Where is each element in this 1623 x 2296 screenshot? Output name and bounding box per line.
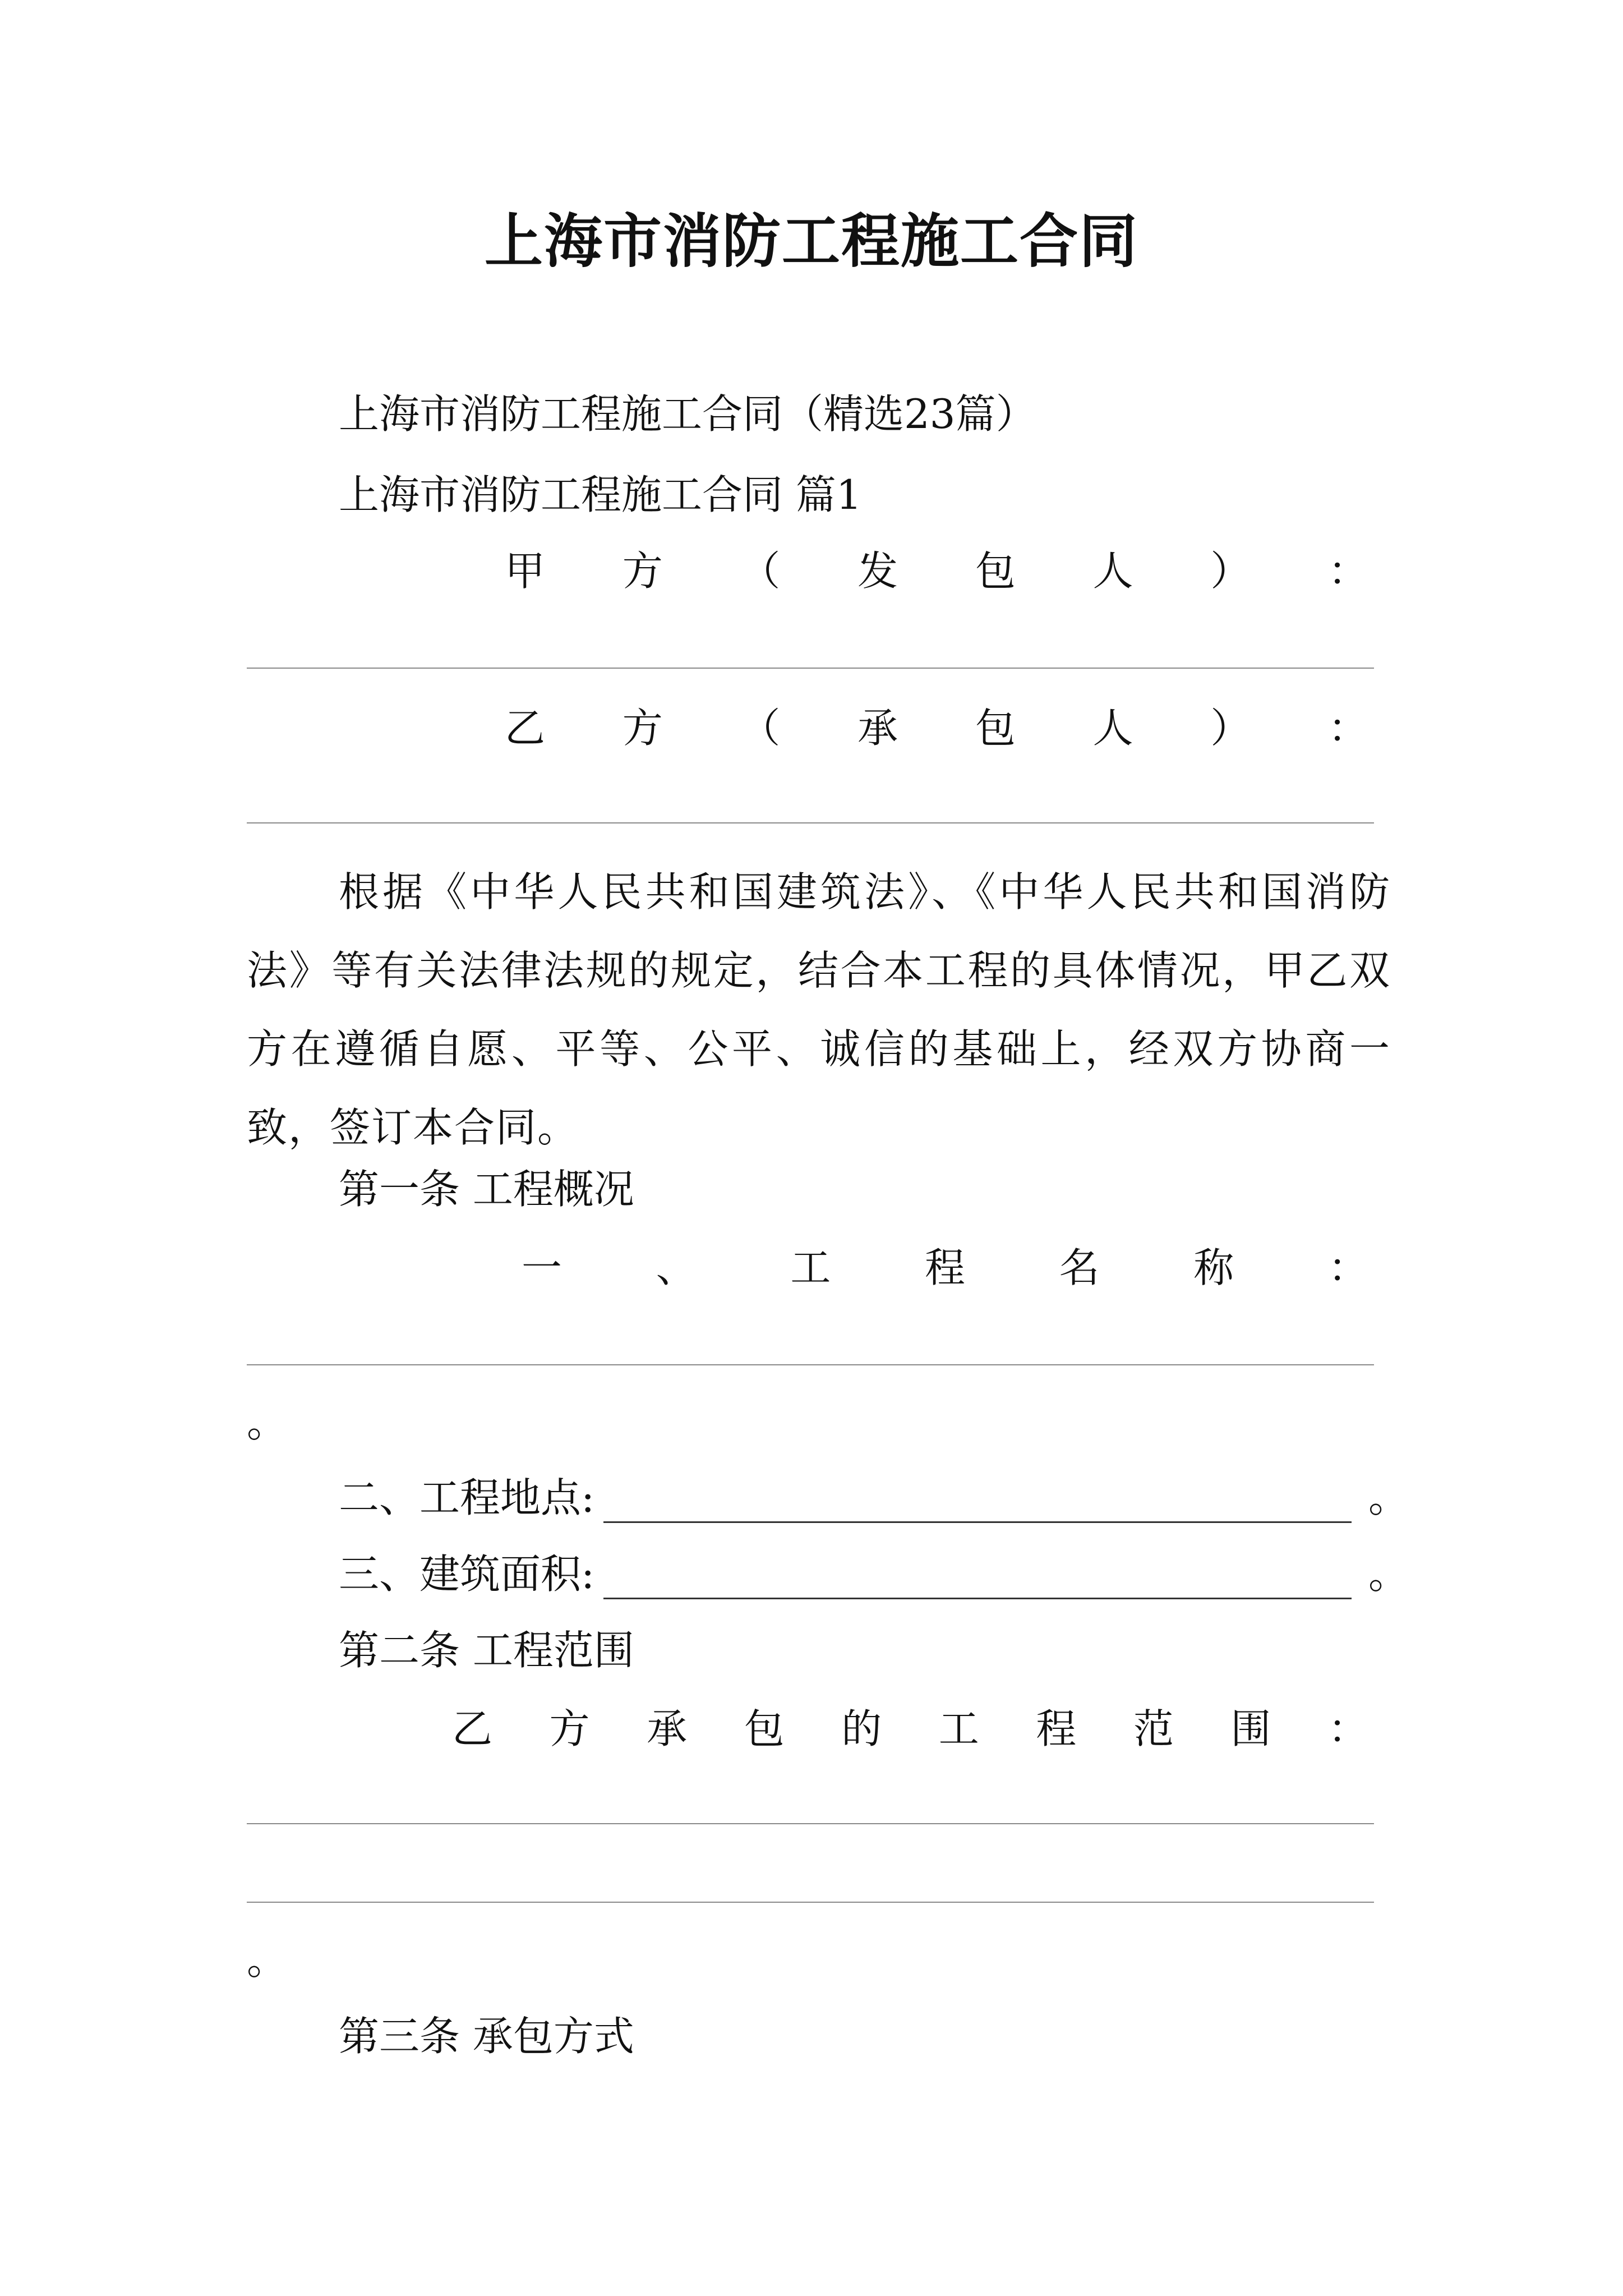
scope-char: 乙 <box>452 1705 493 1752</box>
party-b-char: 人 <box>1092 705 1133 752</box>
scope-char: 的 <box>841 1705 882 1752</box>
project-name-char: 名 <box>1059 1244 1100 1291</box>
project-location-label: 二、工程地点: <box>339 1474 595 1521</box>
scope-char: ： <box>1327 1705 1368 1752</box>
party-b-char: ） <box>1210 705 1251 752</box>
preamble-paragraph: 根据《中华人民共和国建筑法》、《中华人民共和国消防法》等有关法律法规的规定，结合本工程的具体情况，甲乙双方在遵循自愿、平等、公平、诚信的基础上，经双方协商一致，签订本合同。 <box>247 868 1391 1151</box>
section-heading: 上海市消防工程施工合同 篇1 <box>339 471 862 518</box>
party-b-char: 乙 <box>505 705 546 752</box>
scope-char: 方 <box>549 1705 590 1752</box>
scope-blank-line-2 <box>247 1902 1374 1903</box>
project-name-char: 程 <box>924 1244 965 1291</box>
scope-char: 范 <box>1133 1705 1174 1752</box>
scope-char: 工 <box>938 1705 979 1752</box>
building-area-end-mark: 。 <box>1368 1550 1409 1598</box>
party-a-char: 人 <box>1092 547 1133 595</box>
scope-blank-line-1 <box>247 1823 1374 1824</box>
project-name-label <box>522 1240 1368 1296</box>
scope-char: 承 <box>647 1705 688 1752</box>
party-a-char: （ <box>740 547 781 595</box>
article-2-heading: 第二条 工程范围 <box>339 1627 634 1674</box>
scope-char: 包 <box>744 1705 785 1752</box>
project-name-char: 工 <box>790 1244 831 1291</box>
building-area-blank-line <box>603 1598 1352 1599</box>
party-b-blank-line <box>247 822 1374 823</box>
building-area-label: 三、建筑面积: <box>339 1550 595 1598</box>
party-a-char: 包 <box>975 547 1016 595</box>
project-name-end-mark: 。 <box>247 1399 288 1446</box>
scope-char: 围 <box>1230 1705 1271 1752</box>
party-b-label <box>505 700 1368 756</box>
project-name-char: 称 <box>1193 1244 1234 1291</box>
project-location-blank-line <box>603 1521 1352 1523</box>
party-a-char: ： <box>1327 547 1368 595</box>
party-b-char: 承 <box>857 705 898 752</box>
scope-end-mark: 。 <box>247 1936 288 1984</box>
scope-char: 程 <box>1036 1705 1077 1752</box>
party-a-char: 甲 <box>505 547 546 595</box>
project-name-char: 、 <box>656 1244 697 1291</box>
party-a-char: 发 <box>857 547 898 595</box>
document-title: 上海市消防工程施工合同 <box>484 206 1138 275</box>
party-a-char: 方 <box>622 547 663 595</box>
party-b-char: ： <box>1327 705 1368 752</box>
scope-label <box>452 1701 1368 1757</box>
project-name-blank-line <box>247 1364 1374 1365</box>
project-name-char: ： <box>1327 1244 1368 1291</box>
project-name-char: 一 <box>522 1244 562 1291</box>
party-a-label <box>505 543 1368 599</box>
party-a-blank-line <box>247 668 1374 669</box>
party-b-char: 包 <box>975 705 1016 752</box>
party-b-char: 方 <box>622 705 663 752</box>
article-3-heading: 第三条 承包方式 <box>339 2013 634 2060</box>
party-b-char: （ <box>740 705 781 752</box>
project-location-end-mark: 。 <box>1368 1474 1409 1521</box>
article-1-heading: 第一条 工程概况 <box>339 1166 634 1213</box>
party-a-char: ） <box>1210 547 1251 595</box>
document-subtitle: 上海市消防工程施工合同（精选23篇） <box>339 390 1036 438</box>
